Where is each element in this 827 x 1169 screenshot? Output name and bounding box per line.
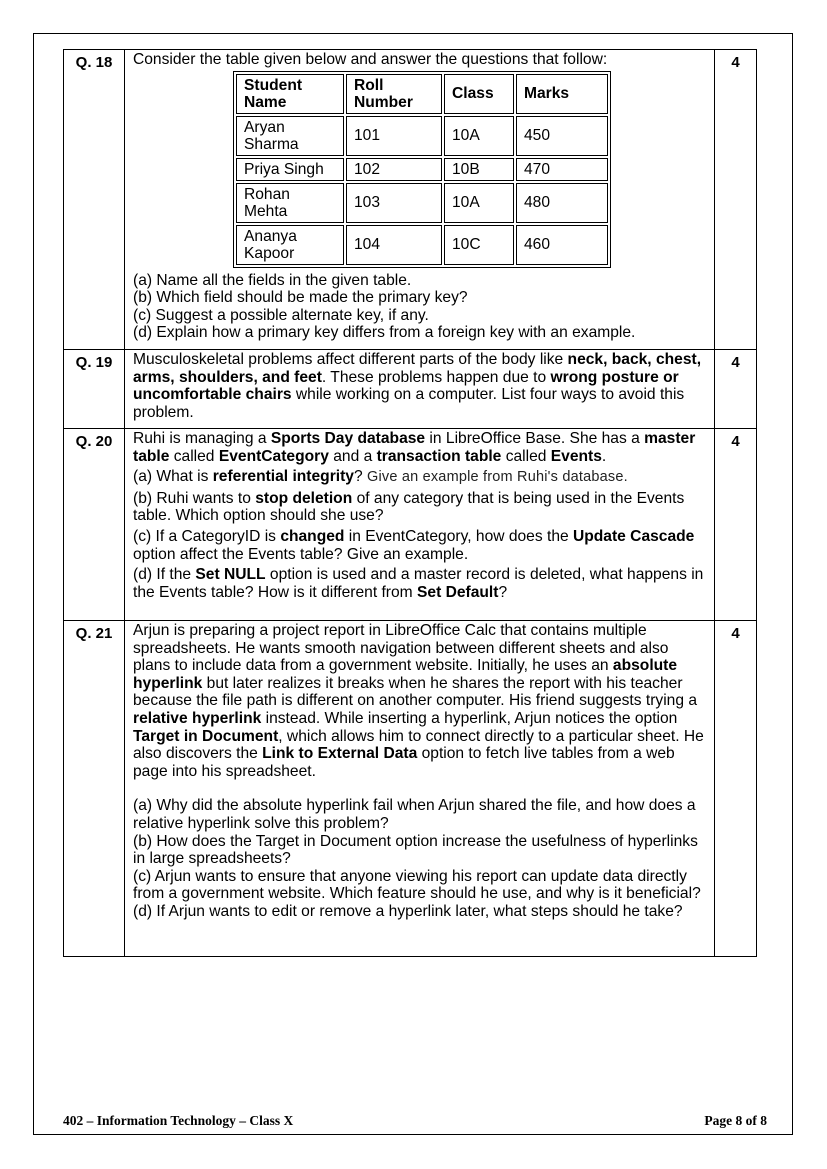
question-marks: 4: [715, 50, 757, 350]
question-part: (c) Suggest a possible alternate key, if any.: [133, 306, 429, 324]
question-marks: 4: [715, 429, 757, 621]
footer-page-number: Page 8 of 8: [704, 1113, 767, 1128]
header-cell: Class: [444, 74, 514, 114]
question-marks: 4: [715, 621, 757, 957]
table-cell: Aryan Sharma: [236, 116, 344, 156]
question-text: Arjun is preparing a project report in LibreOffice Calc that contains multiple spreadsheets. He wants smooth navigation between different sheets and also plans to include data from a government website. Initially, he uses an absolute hyperlink but later realizes it breaks when he shares the report with his teacher because the file path is different on another computer. His friend suggests trying a relative hyperlink instead. While inserting a hyperlink, Arjun notices the option Target in Document, which allows him to connect directly to a particular sheet. He also discovers the Link to External Data option to fetch live tables from a web page into his spreadsheet.: [133, 622, 704, 780]
question-part: (d) If the Set NULL option is used and a master record is deleted, what happens in the Events table? How is it different from Set Default?: [133, 566, 704, 601]
header-cell: Marks: [516, 74, 608, 114]
question-part: (c) If a CategoryID is changed in EventCategory, how does the Update Cascade option affect the Events table? Give an example.: [133, 527, 695, 563]
table-cell: 10A: [444, 116, 514, 156]
question-21-row: [64, 621, 757, 957]
question-part: (a) What is referential integrity? Give an example from Ruhi's database.: [133, 468, 628, 486]
question-part: (b) How does the Target in Document option increase the usefulness of hyperlinks in large spreadsheets?: [133, 832, 698, 868]
question-number: Q. 18: [64, 50, 125, 350]
table-cell: 450: [516, 116, 608, 156]
table-row: [236, 158, 608, 181]
header-cell: Student Name: [236, 74, 344, 114]
questions-table: [63, 49, 757, 957]
table-cell: 470: [516, 158, 608, 181]
question-18-row: [64, 50, 757, 350]
question-20-row: [64, 429, 757, 621]
question-19-row: [64, 350, 757, 429]
question-part: (d) If Arjun wants to edit or remove a hyperlink later, what steps should he take?: [133, 902, 683, 920]
question-number: Q. 21: [64, 621, 125, 957]
header-cell: Roll Number: [346, 74, 442, 114]
table-cell: 102: [346, 158, 442, 181]
table-cell: 101: [346, 116, 442, 156]
table-cell: 480: [516, 183, 608, 223]
student-table-wrapper: [233, 71, 706, 268]
question-number: Q. 20: [64, 429, 125, 621]
footer-subject: 402 – Information Technology – Class X: [63, 1113, 294, 1128]
table-cell: 10B: [444, 158, 514, 181]
table-cell: Rohan Mehta: [236, 183, 344, 223]
question-number: Q. 19: [64, 350, 125, 429]
question-part: (a) Name all the fields in the given table.: [133, 271, 412, 289]
question-21-body: [125, 621, 715, 957]
table-cell: 10C: [444, 225, 514, 265]
table-header-row: [236, 74, 608, 114]
table-cell: 460: [516, 225, 608, 265]
table-row: [236, 225, 608, 265]
table-row: [236, 116, 608, 156]
question-19-body: [125, 350, 715, 429]
table-cell: 104: [346, 225, 442, 265]
question-18-body: [125, 50, 715, 350]
question-text: Musculoskeletal problems affect different parts of the body like neck, back, chest, arms, shoulders, and feet. These problems happen due to wrong posture or uncomfortable chairs while working on a computer. List four ways to avoid this problem.: [133, 351, 702, 421]
table-cell: Ananya Kapoor: [236, 225, 344, 265]
table-cell: 103: [346, 183, 442, 223]
student-table: [233, 71, 611, 268]
table-cell: 10A: [444, 183, 514, 223]
table-cell: Priya Singh: [236, 158, 344, 181]
question-part: (c) Arjun wants to ensure that anyone viewing his report can update data directly from a government website. Which feature should he use, and why is it beneficial?: [133, 867, 701, 903]
question-part: (b) Ruhi wants to stop deletion of any category that is being used in the Events table. Which option should she use?: [133, 489, 685, 525]
question-marks: 4: [715, 350, 757, 429]
question-20-body: [125, 429, 715, 621]
table-row: [236, 183, 608, 223]
question-part: (a) Why did the absolute hyperlink fail when Arjun shared the file, and how does a relative hyperlink solve this problem?: [133, 797, 696, 832]
question-text: Consider the table given below and answer the questions that follow:: [133, 51, 608, 68]
question-part: (d) Explain how a primary key differs from a foreign key with an example.: [133, 324, 636, 342]
question-text: Ruhi is managing a Sports Day database in LibreOffice Base. She has a master table called EventCategory and a transaction table called Events.: [133, 430, 696, 465]
question-part: (b) Which field should be made the primary key?: [133, 289, 468, 307]
